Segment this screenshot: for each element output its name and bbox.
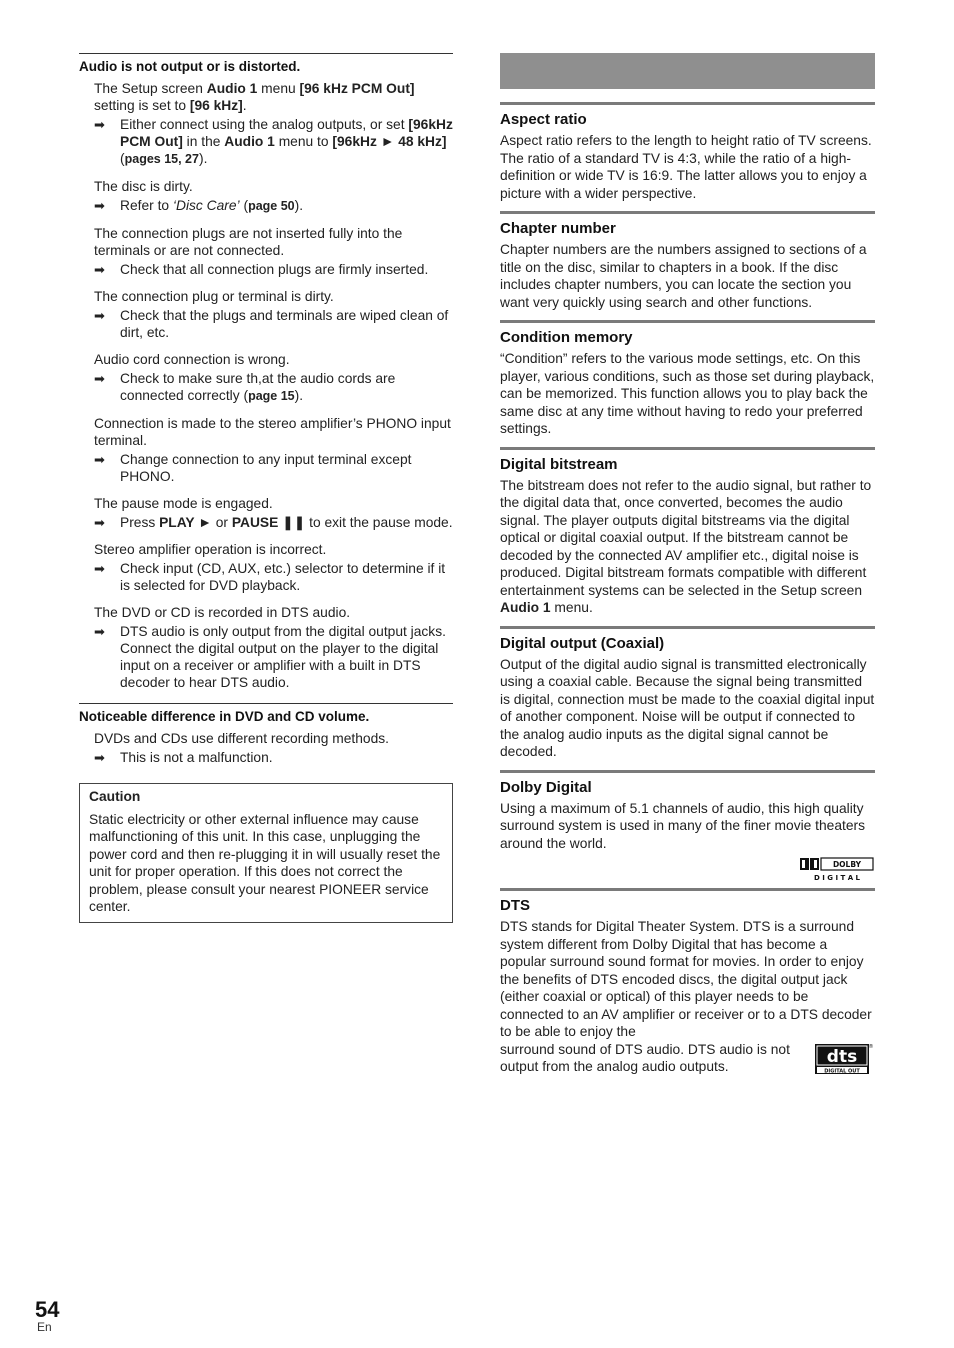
- remedy: ➡ Check that the plugs and terminals are wiped clean of dirt, etc.: [94, 308, 449, 340]
- glossary-header-bar: [500, 53, 875, 89]
- svg-text:DIGITAL OUT: DIGITAL OUT: [824, 1068, 860, 1074]
- glossary-entry-aspect-ratio: [500, 111, 875, 202]
- divider: [500, 770, 875, 773]
- dts-digital-out-logo: [815, 1042, 873, 1076]
- remedy: ➡ Check to make sure th,at the audio cords are connected correctly (page 15).: [94, 371, 396, 403]
- arrow-right-icon: ➡: [94, 308, 105, 323]
- svg-text:dts: dts: [826, 1046, 858, 1067]
- term-body: Chapter numbers are the numbers assigned to sections of a title on the disc, similar to chapters in a book. If the disc includes chapter numbers, you can locate the section you want very quickly using search and other functions.: [500, 242, 867, 310]
- glossary-entry-digital-bitstream: [500, 456, 875, 617]
- term-title: Condition memory: [500, 329, 633, 346]
- remedy: ➡ Check that all connection plugs are firmly inserted.: [94, 262, 429, 277]
- page-language: En: [37, 1320, 52, 1334]
- cause-text: DVDs and CDs use different recording methods.: [94, 731, 389, 746]
- remedy: ➡ Check input (CD, AUX, etc.) selector to determine if it is selected for DVD playback.: [94, 561, 446, 593]
- caution-body: Static electricity or other external influence may cause malfunctioning of this unit. In this case, unplugging the power cord and then re-plugging it in will usually reset the unit for proper operation. If this does not correct the problem, please consult your nearest PIONEER service center.: [89, 811, 441, 914]
- glossary-entry-condition-memory: [500, 329, 875, 438]
- arrow-right-icon: ➡: [94, 371, 105, 386]
- troubleshoot-item: [94, 415, 453, 485]
- troubleshoot-item: [94, 730, 453, 766]
- caution-box: [79, 783, 453, 923]
- term-title: Digital output (Coaxial): [500, 634, 665, 652]
- term-title: Aspect ratio: [500, 111, 587, 128]
- troubleshoot-item: [94, 495, 453, 531]
- remedy: ➡ Press PLAY ► or PAUSE ❚❚ to exit the pause mode.: [94, 515, 453, 530]
- glossary-column: [500, 53, 875, 1076]
- troubleshoot-item: [94, 225, 453, 278]
- term-title: Dolby Digital: [500, 778, 592, 796]
- cause-text: Audio cord connection is wrong.: [94, 352, 290, 367]
- arrow-right-icon: ➡: [94, 452, 105, 467]
- term-body: The bitstream does not refer to the audio signal, but rather to the digital data that, once converted, becomes the audio signal. The player outputs digital bitstreams via the digital optical or digital coaxial output. If the bitstream cannot be decoded by the connected AV amplifier etc., digital noise is produced. Digital bitstream formats compatible with different entertainment systems can be selected in the Setup screen Audio 1 menu.: [500, 477, 872, 615]
- glossary-entry-chapter-number: [500, 220, 875, 311]
- troubleshoot-item: [94, 178, 453, 215]
- arrow-right-icon: ➡: [94, 198, 105, 213]
- term-body: DTS stands for Digital Theater System. DTS is a surround system different from Dolby Digital that has become a popular surround sound format for movies. In order to enjoy the benefits of DTS encoded discs, the digital output jack (either coaxial or optical) of this player needs to be connected to an AV amplifier or receiver or to a DTS decoder to be able to enjoy the: [500, 919, 872, 1039]
- remedy: ➡ This is not a malfunction.: [94, 750, 273, 765]
- cause-text: The disc is dirty.: [94, 179, 193, 194]
- divider: [500, 626, 875, 629]
- svg-text:D I G I T A L: D I G I T A L: [813, 874, 861, 882]
- glossary-entry-digital-output-coaxial: [500, 635, 875, 761]
- troubleshoot-item: [94, 351, 453, 405]
- cause-text: The Setup screen Audio 1 menu [96 kHz PCM Out] setting is set to [96 kHz].: [94, 81, 415, 113]
- term-body: “Condition” refers to the various mode settings, etc. On this player, various conditions, such as those set during playback, can be memorized. This function allows you to play back the same disc at any time without having to redo your preferred settings.: [500, 351, 875, 436]
- cause-text: The connection plugs are not inserted fully into the terminals or are not connected.: [94, 226, 403, 258]
- caution-title: Caution: [89, 789, 141, 804]
- remedy: ➡ Refer to ‘Disc Care’ (page 50).: [94, 198, 304, 213]
- arrow-right-icon: ➡: [94, 117, 105, 132]
- divider: [500, 102, 875, 105]
- troubleshoot-item: [94, 80, 453, 168]
- arrow-right-icon: ➡: [94, 515, 105, 530]
- term-title: Chapter number: [500, 220, 616, 237]
- arrow-right-icon: ➡: [94, 624, 105, 639]
- remedy: ➡ DTS audio is only output from the digital output jacks. Connect the digital output on the player to the digital input on a receiver or amplifier with a built in DTS decoder to hear DTS audio.: [94, 624, 446, 690]
- arrow-right-icon: ➡: [94, 561, 105, 576]
- term-body-tail: surround sound of DTS audio. DTS audio is not output from the analog audio outputs.: [500, 1041, 790, 1074]
- remedy: ➡ Change connection to any input terminal except PHONO.: [94, 452, 412, 484]
- term-title: DTS: [500, 897, 530, 914]
- cause-text: Stereo amplifier operation is incorrect.: [94, 542, 327, 557]
- svg-text:DOLBY: DOLBY: [832, 860, 862, 869]
- troubleshoot-item: [94, 604, 453, 691]
- troubleshoot-item: [94, 288, 453, 341]
- term-body: Aspect ratio refers to the length to height ratio of TV screens. The ratio of a standard TV is 4:3, while the ratio of a high-definition or wide TV is 16:9. The latter allows you to enjoy a picture with a wider perspective.: [500, 133, 872, 201]
- troubleshooting-column: [79, 53, 453, 923]
- dolby-digital-logo: [799, 856, 875, 882]
- term-body: Using a maximum of 5.1 channels of audio, this high quality surround system is used in many of the finer movie theaters around the world.: [500, 800, 866, 851]
- section-heading-volume-difference: Noticeable difference in DVD and CD volume.: [79, 703, 453, 725]
- cause-text: The connection plug or terminal is dirty.: [94, 289, 334, 304]
- arrow-right-icon: ➡: [94, 750, 105, 765]
- arrow-right-icon: ➡: [94, 262, 105, 277]
- cause-text: The pause mode is engaged.: [94, 496, 273, 511]
- svg-text:®: ®: [868, 1043, 873, 1050]
- troubleshoot-item: [94, 541, 453, 594]
- term-body: Output of the digital audio signal is transmitted electronically using a coaxial cable. Because the signal being transmitted is digital, connection must be made to the coaxial digital input of another component. Noise will be output if connected to the analog audio inputs as the digital signal cannot be decoded.: [500, 656, 875, 759]
- divider: [500, 211, 875, 214]
- glossary-entry-dolby-digital: [500, 779, 875, 883]
- cause-text: Connection is made to the stereo amplifier’s PHONO input terminal.: [94, 416, 451, 448]
- divider: [500, 320, 875, 323]
- remedy: ➡ Either connect using the analog outputs, or set [96kHz PCM Out] in the Audio 1 menu to [96kHz ► 48 kHz] (pages 15, 27).: [94, 117, 453, 166]
- cause-text: The DVD or CD is recorded in DTS audio.: [94, 605, 351, 620]
- term-title: Digital bitstream: [500, 455, 618, 473]
- glossary-entry-dts: [500, 897, 875, 1076]
- page-number: 54: [35, 1297, 60, 1322]
- divider: [500, 447, 875, 450]
- section-heading-audio-not-output: Audio is not output or is distorted.: [79, 53, 453, 75]
- divider: [500, 888, 875, 891]
